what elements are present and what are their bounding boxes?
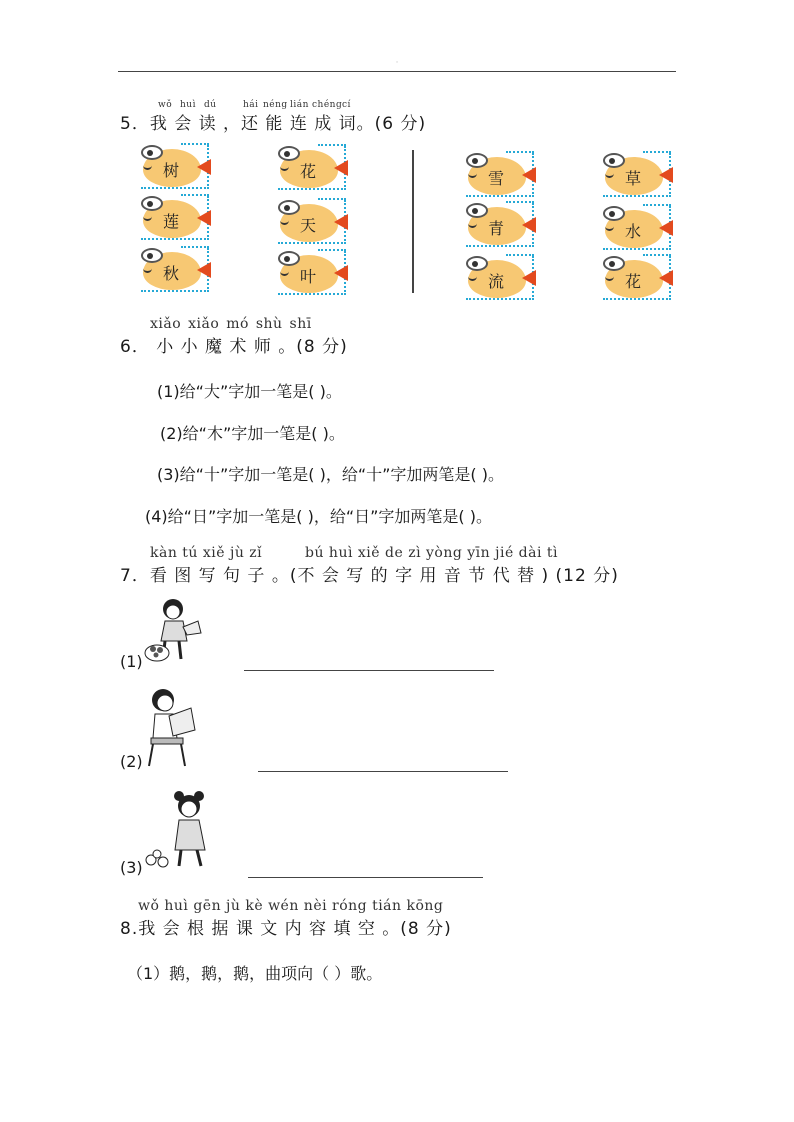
q5-pinyin-cheng: chéng — [312, 100, 343, 110]
q5-pinyin-du: dú — [204, 100, 217, 110]
fish-card[interactable] — [466, 153, 538, 199]
q7-label-3: (3) — [120, 858, 143, 877]
fish-eye-icon — [603, 256, 625, 271]
fish-eye-icon — [141, 145, 163, 160]
fish-eye-icon — [466, 256, 488, 271]
fish-card[interactable] — [141, 196, 213, 242]
fish-card[interactable] — [278, 200, 350, 246]
q6-pinyin: xiǎo xiǎo mó shù shī — [150, 316, 312, 332]
fish-char: 青 — [488, 219, 505, 238]
q7-label-2: (2) — [120, 752, 143, 771]
fish-card[interactable] — [141, 145, 213, 191]
girl-watering-flowers-illustration — [143, 597, 205, 665]
fish-char: 天 — [300, 216, 317, 235]
q7-label-1: (1) — [120, 652, 143, 671]
q5-pinyin-hai: hái — [243, 100, 259, 110]
q5-title: 5．我 会 读 ，还 能 连 成 词。(6 分) — [120, 114, 427, 134]
q5-pinyin-ci: cí — [342, 100, 351, 110]
q5-pinyin-hui: huì — [180, 100, 196, 110]
boy-reading-book-illustration — [143, 686, 199, 770]
fish-char: 树 — [163, 161, 180, 180]
fish-card[interactable] — [466, 256, 538, 302]
fish-card[interactable] — [603, 153, 675, 199]
q6-item-1[interactable]: (1)给“大”字加一笔是( )。 — [157, 382, 342, 401]
fish-char: 花 — [625, 272, 642, 291]
q6-title: 6． 小 小 魔 术 师 。(8 分) — [120, 337, 348, 357]
fish-eye-icon — [278, 200, 300, 215]
fish-char: 雪 — [488, 169, 505, 188]
q6-item-4[interactable]: (4)给“日”字加一笔是( )，给“日”字加两笔是( )。 — [145, 507, 492, 526]
column-divider — [412, 150, 414, 293]
q8-item-1[interactable]: （1）鹅，鹅，鹅，曲项向（ ）歌。 — [127, 964, 383, 983]
fish-card[interactable] — [466, 203, 538, 249]
fish-eye-icon — [141, 196, 163, 211]
q5-pinyin-lian: lián — [290, 100, 309, 110]
q7-answer-line-2[interactable] — [258, 771, 508, 772]
fish-card[interactable] — [603, 206, 675, 252]
q7-title: 7．看 图 写 句 子 。(不 会 写 的 字 用 音 节 代 替 ) (12 分) — [120, 566, 619, 586]
q7-answer-line-3[interactable] — [248, 877, 483, 878]
fish-eye-icon — [603, 153, 625, 168]
q8-pinyin: wǒ huì gēn jù kè wén nèi róng tián kōng — [138, 898, 444, 914]
q7-pinyin-b: bú huì xiě de zì yòng yīn jié dài tì — [305, 545, 559, 561]
q6-item-2[interactable]: (2)给“木”字加一笔是( )。 — [160, 424, 345, 443]
fish-card[interactable] — [603, 256, 675, 302]
q6-item-3[interactable]: (3)给“十”字加一笔是( )，给“十”字加两笔是( )。 — [157, 465, 504, 484]
fish-card[interactable] — [278, 251, 350, 297]
fish-eye-icon — [278, 251, 300, 266]
fish-card[interactable] — [278, 146, 350, 192]
q8-title: 8.我 会 根 据 课 文 内 容 填 空 。(8 分) — [120, 919, 452, 939]
fish-card[interactable] — [141, 248, 213, 294]
fish-char: 花 — [300, 162, 317, 181]
fish-char: 莲 — [163, 212, 180, 231]
girl-feeding-chicks-illustration — [143, 788, 227, 870]
q5-pinyin-neng: néng — [263, 100, 288, 110]
fish-char: 水 — [625, 222, 642, 241]
fish-char: 草 — [625, 169, 642, 188]
fish-char: 流 — [488, 272, 505, 291]
q5-pinyin-wo: wǒ — [158, 100, 173, 110]
fish-eye-icon — [466, 153, 488, 168]
fish-eye-icon — [278, 146, 300, 161]
q7-answer-line-1[interactable] — [244, 670, 494, 671]
fish-char: 秋 — [163, 264, 180, 283]
fish-char: 叶 — [300, 267, 317, 286]
header-mark: · — [395, 58, 399, 68]
q7-pinyin-a: kàn tú xiě jù zǐ — [150, 545, 263, 561]
fish-eye-icon — [603, 206, 625, 221]
fish-eye-icon — [141, 248, 163, 263]
fish-eye-icon — [466, 203, 488, 218]
